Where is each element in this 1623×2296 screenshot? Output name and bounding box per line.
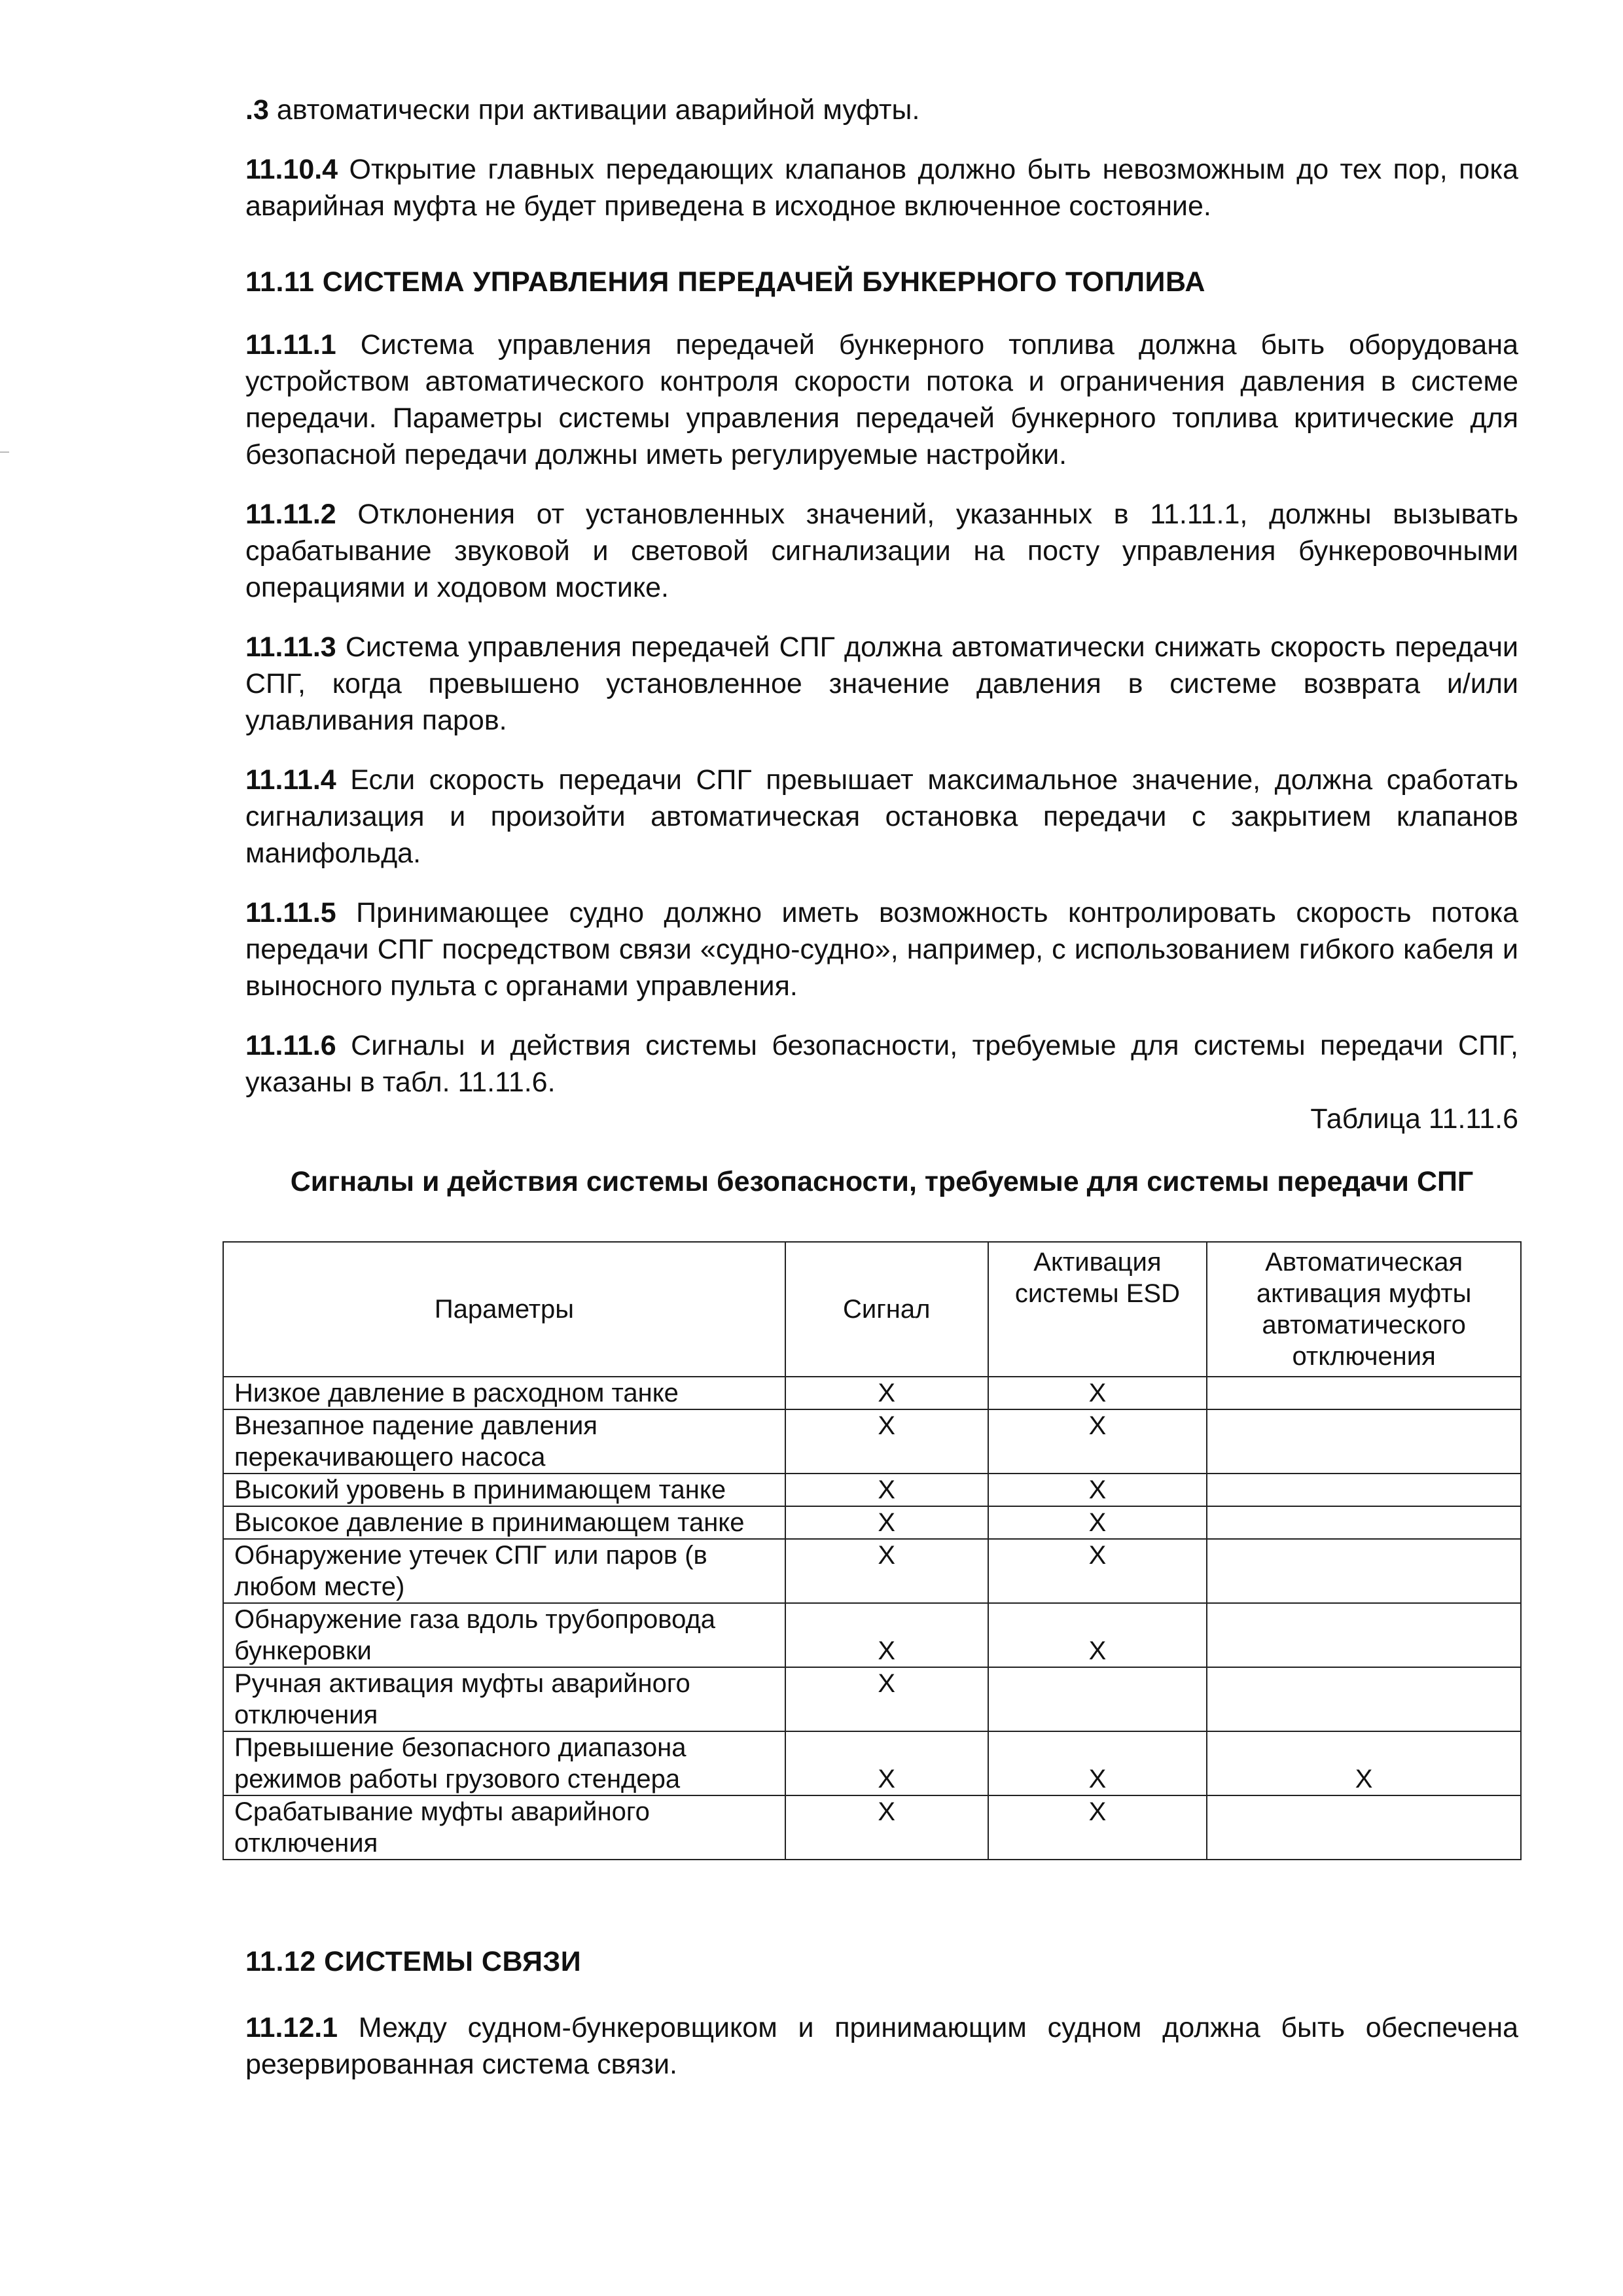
header-esd-activation: Активация системы ESD	[988, 1242, 1207, 1377]
cell-signal: X	[785, 1795, 988, 1860]
table-header-row	[223, 1242, 1521, 1377]
header-auto-coupling-activation: Автоматическая активация муфты автоматического отключения	[1207, 1242, 1521, 1377]
paragraph-11-11-4: 11.11.4 Если скорость передачи СПГ превышает максимальное значение, должна сработать сигнализация и произойти автоматическая остановка передачи с закрытием клапанов манифольда.	[245, 764, 1518, 869]
table-row	[223, 1667, 1521, 1731]
cell-auto-coupling	[1207, 1474, 1521, 1506]
paragraph-11-11-5: 11.11.5 Принимающее судно должно иметь возможность контролировать скорость потока передачи СПГ посредством связи «судно-судно», например, с использованием гибкого кабеля и выносного пульта с органами управления.	[245, 897, 1518, 1002]
table-row	[223, 1474, 1521, 1506]
cell-parameter: Низкое давление в расходном танке	[223, 1377, 785, 1409]
paragraph-11-11-3: 11.11.3 Система управления передачей СПГ должна автоматически снижать скорость передачи СПГ, когда превышено установленное значение давления в системе возврата и/или улавливания паров.	[245, 631, 1518, 736]
cell-parameter: Срабатывание муфты аварийного отключения	[223, 1795, 785, 1860]
paragraph-11-11-2: 11.11.2 Отклонения от установленных значений, указанных в 11.11.1, должны вызывать срабатывание звуковой и световой сигнализации на посту управления бункеровочными операциями и ходовом мостике.	[245, 499, 1518, 603]
table-title: Сигналы и действия системы безопасности, требуемые для системы передачи СПГ	[290, 1166, 1474, 1197]
cell-parameter: Высокое давление в принимающем танке	[223, 1506, 785, 1539]
cell-auto-coupling	[1207, 1506, 1521, 1539]
cell-esd: X	[988, 1506, 1207, 1539]
table-row	[223, 1377, 1521, 1409]
section-11-12	[245, 1943, 1518, 2083]
cell-signal: X	[785, 1409, 988, 1474]
table-row	[223, 1731, 1521, 1795]
header-signal: Сигнал	[785, 1242, 988, 1377]
cell-esd	[988, 1667, 1207, 1731]
section-heading-11-12: 11.12 СИСТЕМЫ СВЯЗИ	[245, 1946, 582, 1977]
paragraph-11-11-6: 11.11.6 Сигналы и действия системы безопасности, требуемые для системы передачи СПГ, указаны в табл. 11.11.6.	[245, 1030, 1518, 1098]
cell-signal: X	[785, 1667, 988, 1731]
cell-auto-coupling: X	[1207, 1731, 1521, 1795]
section-heading-11-11: 11.11 СИСТЕМА УПРАВЛЕНИЯ ПЕРЕДАЧЕЙ БУНКЕРНОГО ТОПЛИВА	[245, 266, 1205, 298]
cell-auto-coupling	[1207, 1409, 1521, 1474]
cell-parameter: Внезапное падение давления перекачивающего насоса	[223, 1409, 785, 1474]
document-body	[245, 92, 1518, 1200]
cell-parameter: Ручная активация муфты аварийного отключения	[223, 1667, 785, 1731]
cell-auto-coupling	[1207, 1795, 1521, 1860]
table-row	[223, 1603, 1521, 1667]
paragraph-11-12-1: 11.12.1 Между судном-бункеровщиком и принимающим судном должна быть обеспечена резервированная система связи.	[245, 2012, 1518, 2080]
cell-signal: X	[785, 1377, 988, 1409]
cell-signal: X	[785, 1731, 988, 1795]
cell-parameter: Высокий уровень в принимающем танке	[223, 1474, 785, 1506]
cell-parameter: Обнаружение утечек СПГ или паров (в любом месте)	[223, 1539, 785, 1603]
cell-signal: X	[785, 1539, 988, 1603]
cell-auto-coupling	[1207, 1603, 1521, 1667]
table-body	[223, 1377, 1521, 1860]
cell-esd: X	[988, 1795, 1207, 1860]
cell-signal: X	[785, 1506, 988, 1539]
cell-esd: X	[988, 1603, 1207, 1667]
scan-edge-mark	[0, 451, 9, 453]
safety-signals-table	[223, 1241, 1522, 1860]
cell-esd: X	[988, 1409, 1207, 1474]
cell-parameter: Обнаружение газа вдоль трубопровода бункеровки	[223, 1603, 785, 1667]
cell-esd: X	[988, 1377, 1207, 1409]
table-row	[223, 1409, 1521, 1474]
cell-esd: X	[988, 1539, 1207, 1603]
cell-parameter: Превышение безопасного диапазона режимов работы грузового стендера	[223, 1731, 785, 1795]
table-row	[223, 1795, 1521, 1860]
cell-auto-coupling	[1207, 1377, 1521, 1409]
cell-signal: X	[785, 1474, 988, 1506]
cell-esd: X	[988, 1474, 1207, 1506]
header-parameters: Параметры	[223, 1242, 785, 1377]
cell-auto-coupling	[1207, 1539, 1521, 1603]
cell-esd: X	[988, 1731, 1207, 1795]
table-row	[223, 1539, 1521, 1603]
paragraph-item-3: .3 автоматически при активации аварийной муфты.	[245, 94, 920, 126]
cell-signal: X	[785, 1603, 988, 1667]
paragraph-11-10-4: 11.10.4 Открытие главных передающих клапанов должно быть невозможным до тех пор, пока аварийная муфта не будет приведена в исходное включенное состояние.	[245, 154, 1518, 222]
paragraph-11-11-1: 11.11.1 Система управления передачей бункерного топлива должна быть оборудована устройством автоматического контроля скорости потока и ограничения давления в системе передачи. Параметры системы управления передачей бункерного топлива критические для безопасной передачи должны иметь регулируемые настройки.	[245, 329, 1518, 470]
cell-auto-coupling	[1207, 1667, 1521, 1731]
table-row	[223, 1506, 1521, 1539]
table-caption: Таблица 11.11.6	[1310, 1103, 1518, 1135]
